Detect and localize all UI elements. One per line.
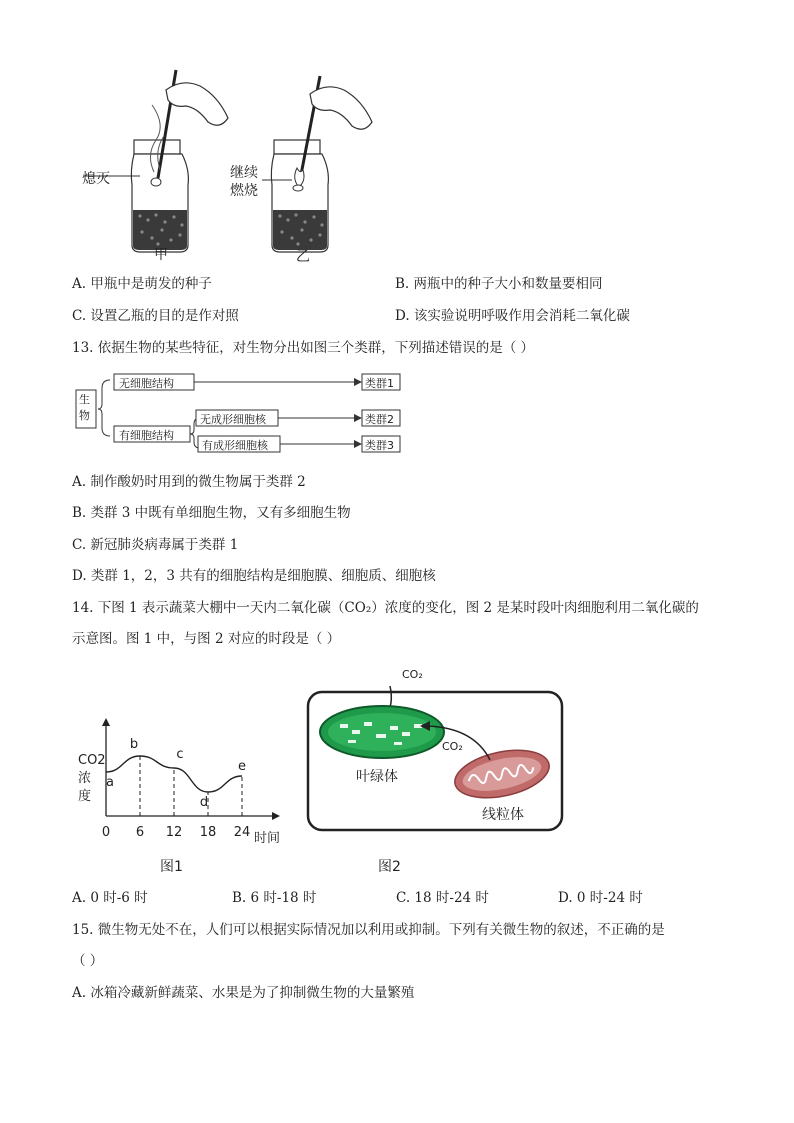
q12-option-a[interactable]: A. 甲瓶中是萌发的种子 — [72, 276, 212, 292]
q15-stem-line2: （ ） — [72, 953, 104, 969]
point-label: b — [129, 737, 139, 752]
diagram-no-cell: 无细胞结构 — [119, 377, 174, 390]
co2-mid-label: CO₂ — [442, 740, 463, 753]
y-axis-label: 度 — [78, 789, 92, 804]
jar-b — [262, 76, 372, 252]
q13-diagram — [74, 372, 404, 458]
diagram-has-cell: 有细胞结构 — [119, 429, 174, 442]
diagram-group-3: 类群3 — [365, 439, 394, 452]
diagram-group-2: 类群2 — [365, 413, 394, 426]
q14-option-b[interactable]: B. 6 时-18 时 — [232, 890, 317, 906]
diagram-has-nucleus: 有成形细胞核 — [202, 439, 268, 452]
q15-stem-line1: 15. 微生物无处不在，人们可以根据实际情况加以利用或抑制。下列有关微生物的叙述，不正确的是 — [72, 922, 665, 938]
x-tick-label: 0 — [101, 825, 111, 840]
caption-jar-b: 乙 — [296, 249, 310, 265]
co2-top-label: CO₂ — [402, 668, 423, 681]
x-tick-label: 24 — [233, 825, 251, 840]
chloroplast-label: 叶绿体 — [356, 769, 398, 785]
q14-stem-line1: 14. 下图 1 表示蔬菜大棚中一天内二氧化碳（CO₂）浓度的变化，图 2 是某时段叶肉细胞利用二氧化碳的 — [72, 600, 699, 616]
q13-option-d[interactable]: D. 类群 1，2，3 共有的细胞结构是细胞膜、细胞质、细胞核 — [72, 568, 436, 584]
jar-a — [84, 70, 228, 252]
co2-chart — [74, 716, 290, 846]
y-axis-label: 浓 — [78, 771, 92, 786]
chloroplast — [320, 706, 444, 758]
diagram-root: 生物 — [79, 393, 90, 422]
q12-option-b[interactable]: B. 两瓶中的种子大小和数量要相同 — [395, 276, 603, 292]
mitochondrion-label: 线粒体 — [482, 807, 524, 823]
label-extinguished: 熄灭 — [82, 171, 110, 187]
point-label: e — [238, 759, 246, 774]
y-axis-label: CO2 — [78, 753, 106, 768]
fig2-title: 图2 — [378, 859, 401, 875]
q14-option-d[interactable]: D. 0 时-24 时 — [558, 890, 643, 906]
caption-jar-a: 甲 — [154, 247, 168, 263]
diagram-group-1: 类群1 — [365, 377, 394, 390]
x-axis-label: 时间 — [254, 831, 281, 846]
q15-option-a[interactable]: A. 冰箱冷藏新鲜蔬菜、水果是为了抑制微生物的大量繁殖 — [72, 985, 415, 1001]
point-label: d — [199, 795, 209, 810]
diagram-no-nucleus: 无成形细胞核 — [200, 413, 266, 426]
x-axis-arrow — [272, 812, 280, 820]
chart-title: 图1 — [160, 859, 183, 875]
x-tick-label: 12 — [165, 825, 183, 840]
q13-option-b[interactable]: B. 类群 3 中既有单细胞生物，又有多细胞生物 — [72, 505, 351, 521]
point-label: c — [176, 747, 184, 762]
fig2 — [306, 668, 566, 834]
label-keep-burning-1: 继续 — [230, 165, 258, 181]
x-tick-label: 6 — [135, 825, 145, 840]
q12-option-c[interactable]: C. 设置乙瓶的目的是作对照 — [72, 308, 239, 324]
label-keep-burning-2: 燃烧 — [230, 183, 258, 199]
q14-stem-line2: 示意图。图 1 中，与图 2 对应的时段是（ ） — [72, 631, 341, 647]
point-label: a — [106, 775, 114, 790]
q13-stem: 13. 依据生物的某些特征，对生物分出如图三个类群，下列描述错误的是（ ） — [72, 340, 535, 356]
q14-option-c[interactable]: C. 18 时-24 时 — [396, 890, 489, 906]
q13-option-a[interactable]: A. 制作酸奶时用到的微生物属于类群 2 — [72, 474, 306, 490]
y-axis-arrow — [102, 718, 110, 726]
q14-option-a[interactable]: A. 0 时-6 时 — [72, 890, 148, 906]
x-tick-label: 18 — [199, 825, 217, 840]
q12-option-d[interactable]: D. 该实验说明呼吸作用会消耗二氧化碳 — [395, 308, 630, 324]
q13-option-c[interactable]: C. 新冠肺炎病毒属于类群 1 — [72, 537, 239, 553]
